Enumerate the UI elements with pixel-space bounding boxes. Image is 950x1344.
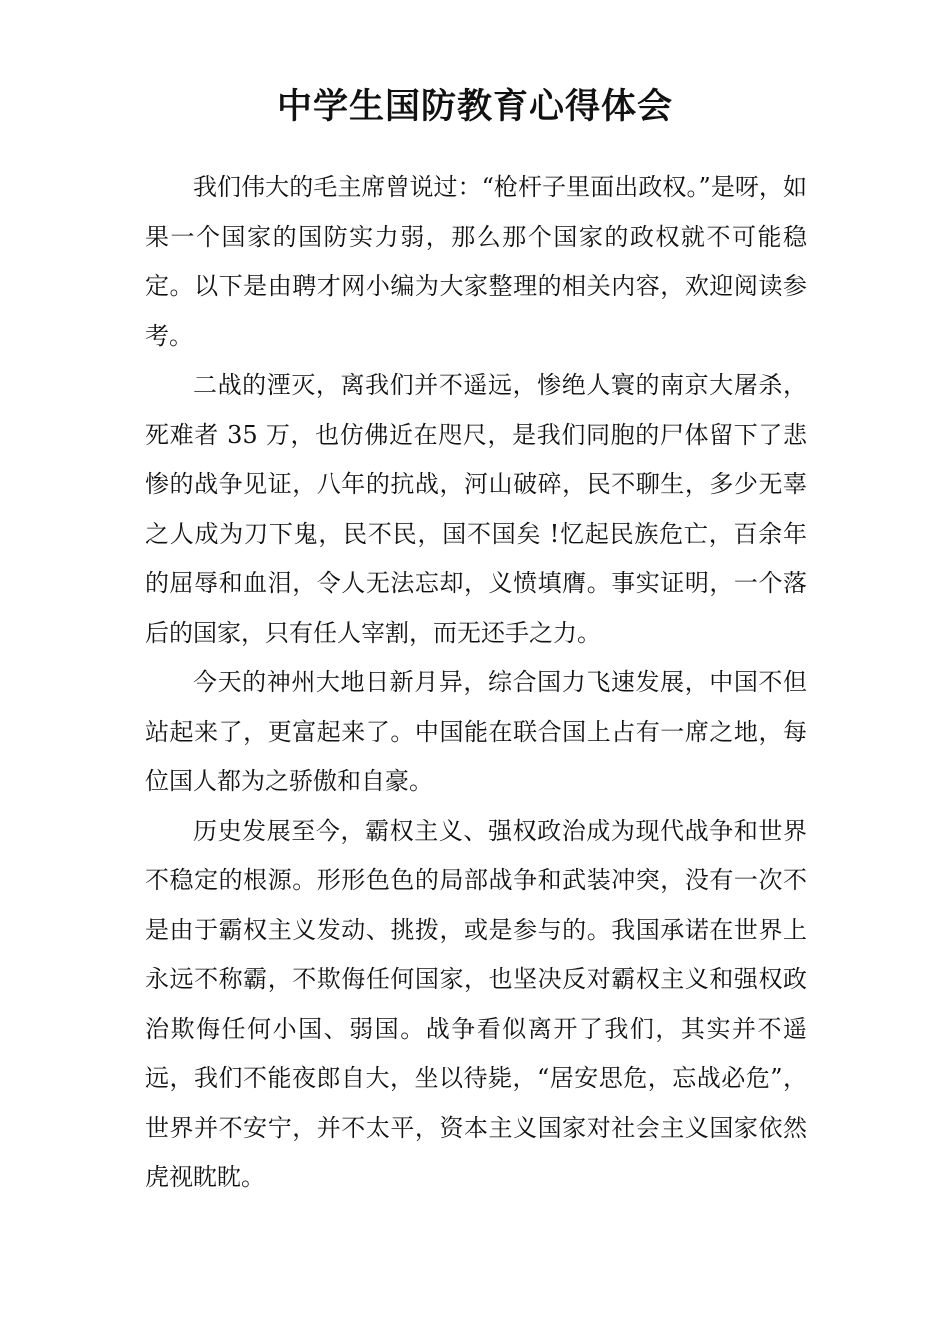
document-body	[145, 163, 807, 1203]
paragraph-intro: 我们伟大的毛主席曾说过：“枪杆子里面出政权。”是呀，如果一个国家的国防实力弱，那么那个国家的政权就不可能稳定。以下是由聘才网小编为大家整理的相关内容，欢迎阅读参考。	[145, 173, 807, 350]
paragraph-today: 今天的神州大地日新月异，综合国力飞速发展，中国不但站起来了，更富起来了。中国能在联合国上占有一席之地，每位国人都为之骄傲和自豪。	[145, 668, 807, 795]
document-title: 中学生国防教育心得体会	[276, 87, 673, 127]
paragraph-hegemony: 历史发展至今，霸权主义、强权政治成为现代战争和世界不稳定的根源。形形色色的局部战争和武装冲突，没有一次不是由于霸权主义发动、挑拨，或是参与的。我国承诺在世界上永远不称霸，不欺侮任何国家，也坚决反对霸权主义和强权政治欺侮任何小国、弱国。战争看似离开了我们，其实并不遥远，我们不能夜郎自大，坐以待毙，“居安思危，忘战必危”，世界并不安宁，并不太平，资本主义国家对社会主义国家依然虎视眈眈。	[145, 816, 807, 1191]
paragraph-history: 二战的湮灭，离我们并不遥远，惨绝人寰的南京大屠杀，死难者 35 万，也仿佛近在咫尺，是我们同胞的尸体留下了悲惨的战争见证，八年的抗战，河山破碎，民不聊生，多少无辜之人成为刀下鬼，民不民，国不国矣 !忆起民族危亡，百余年的屈辱和血泪，令人无法忘却，义愤填膺。事实证明，一个落后的国家，只有任人宰割，而无还手之力。	[145, 371, 807, 647]
